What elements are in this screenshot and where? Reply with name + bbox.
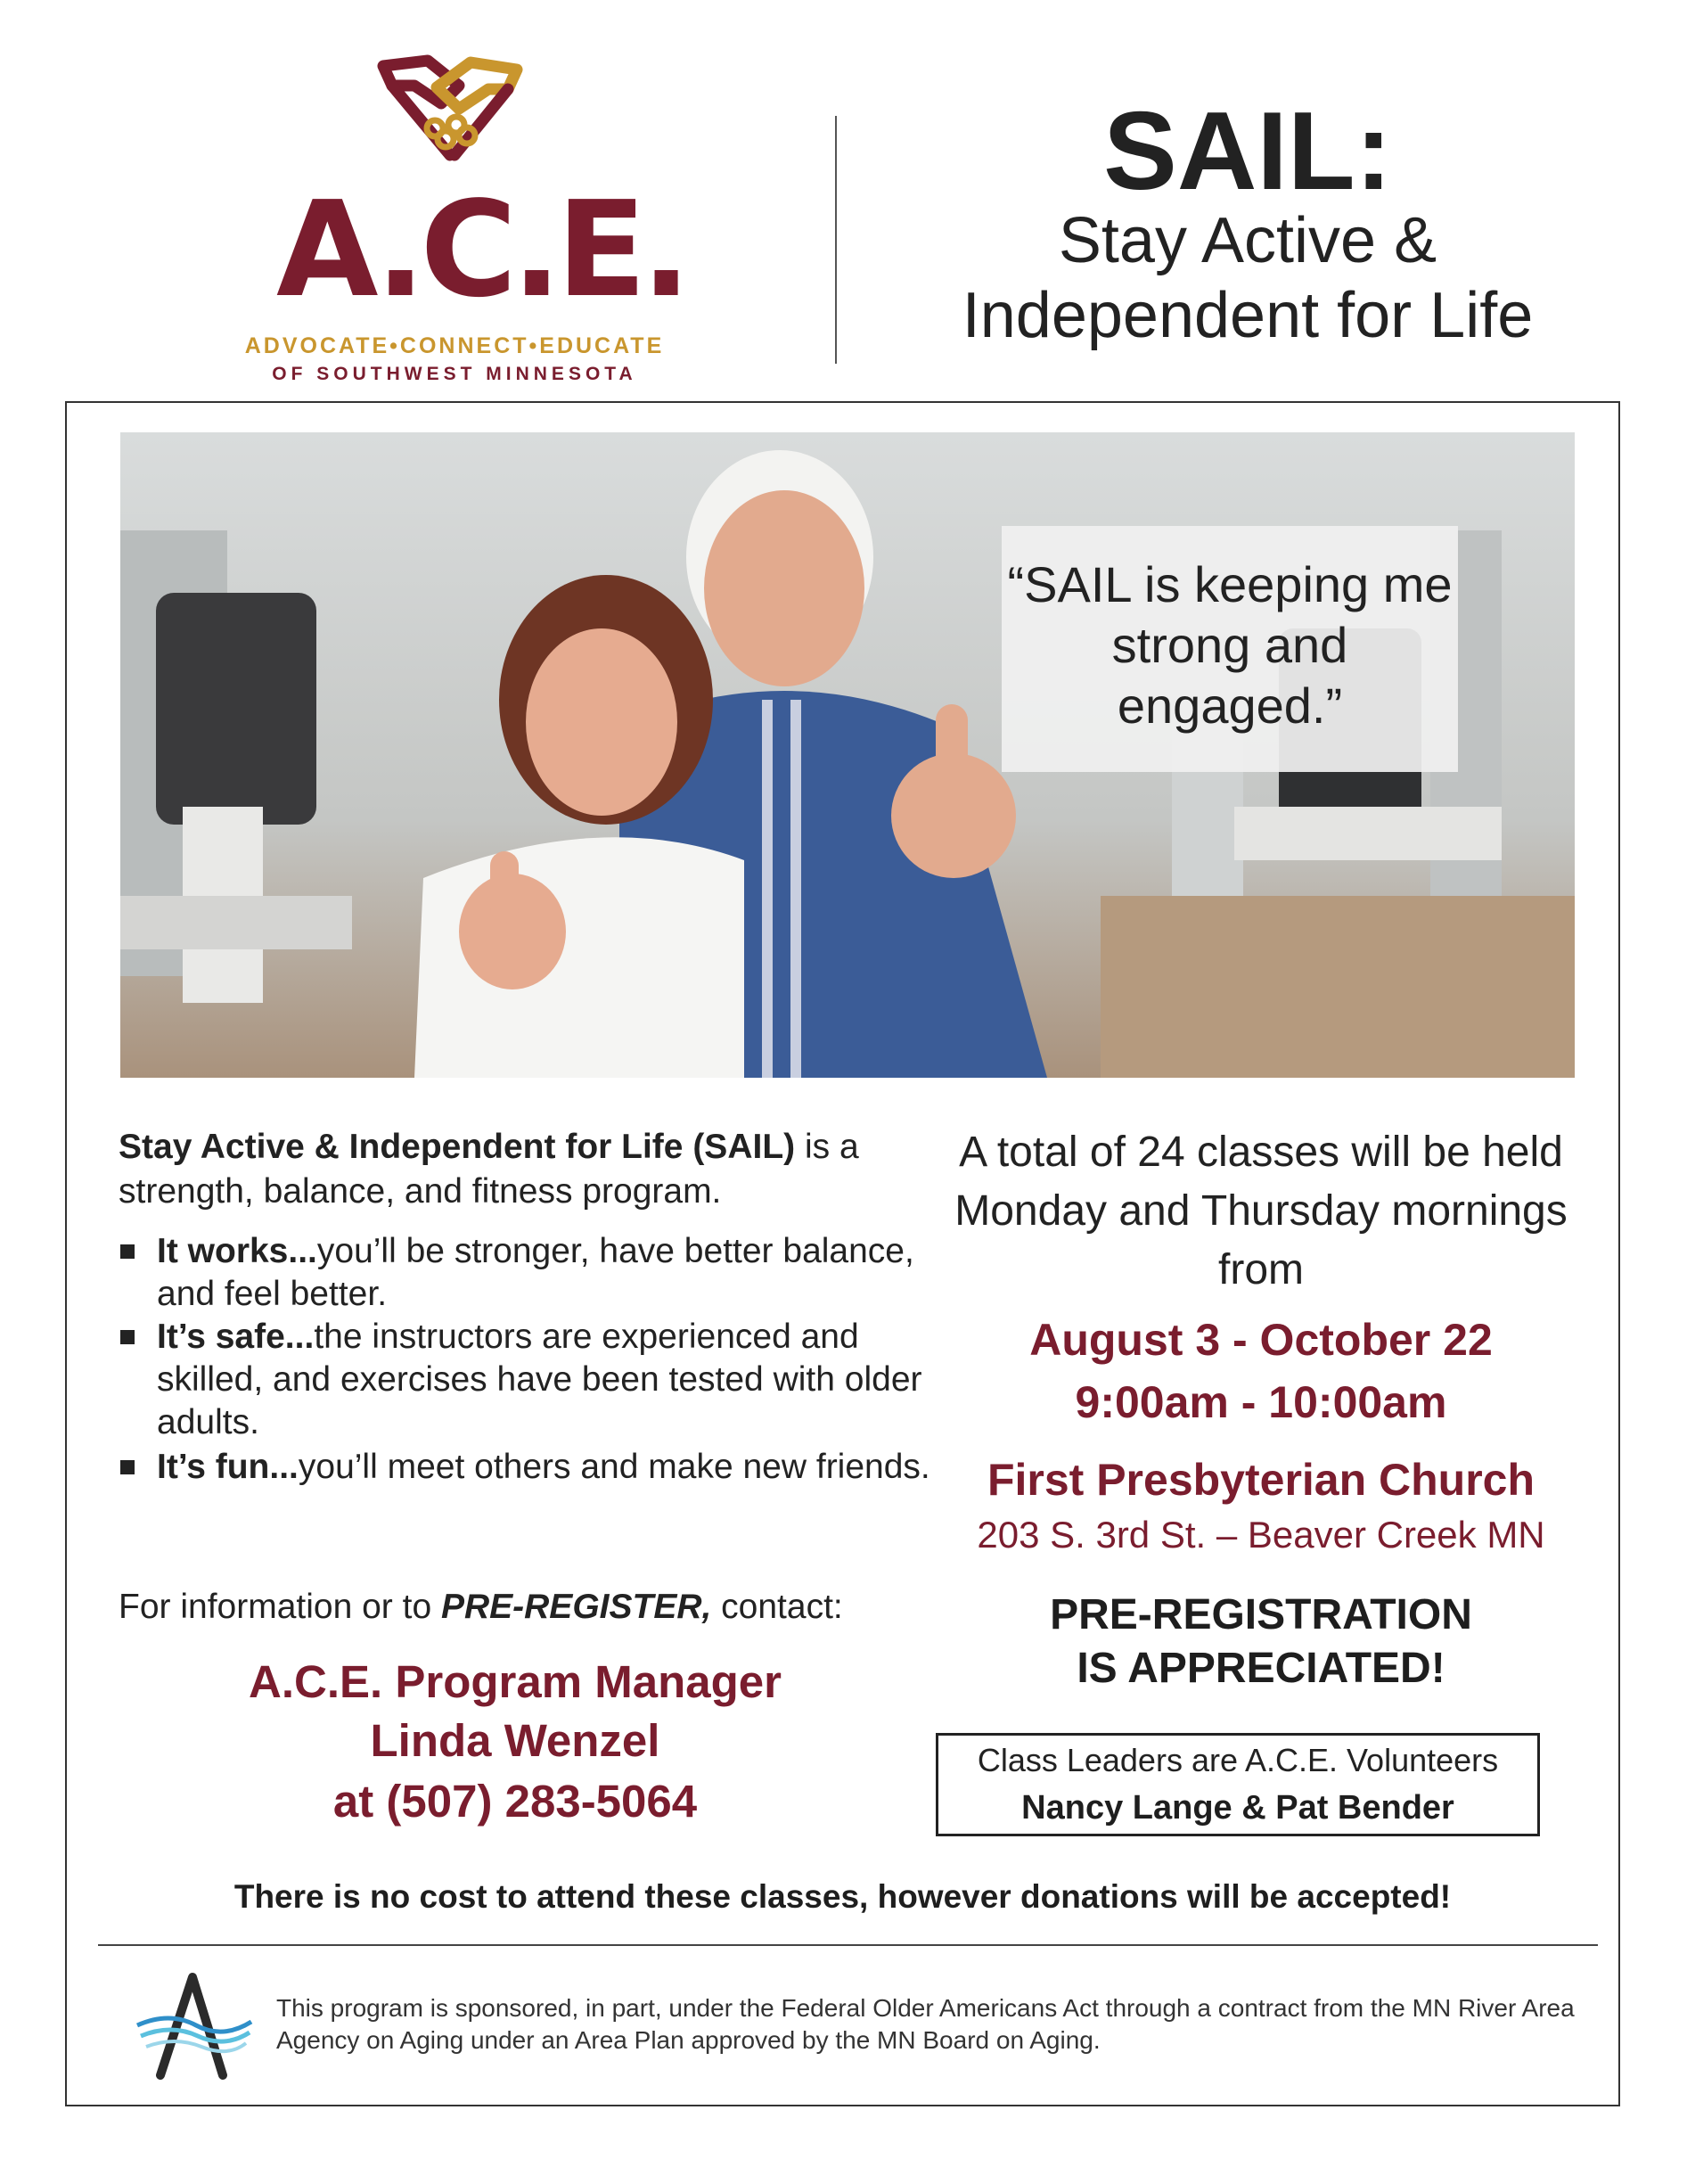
sponsor-statement: This program is sponsored, in part, under the Federal Older Americans Act through a contract from the MN River Area Agency on Aging under an Area Plan approved by the MN Board on Aging.	[276, 1994, 1575, 2054]
bullet-text: you’ll be stronger, have better balance, and feel better.	[157, 1232, 914, 1313]
venue-name: First Presbyterian Church	[987, 1455, 1535, 1505]
page-title: SAIL:	[1103, 90, 1392, 213]
info-line	[119, 1585, 921, 1630]
schedule-summary: A total of 24 classes will be held Monday and Thursday mornings from	[954, 1129, 1568, 1293]
cost-note: There is no cost to attend these classes, however donations will be accepted!	[233, 1878, 1452, 1915]
venue-address: 203 S. 3rd St. – Beaver Creek MN	[977, 1514, 1545, 1556]
bullet-square-icon	[120, 1244, 135, 1259]
bullet-text: you’ll meet others and make new friends.	[298, 1448, 930, 1486]
preregister-emphasis: PRE-REGISTER,	[440, 1588, 712, 1626]
page-subtitle-line2: Independent for Life	[962, 280, 1534, 351]
program-description: is a strength, balance, and fitness program.	[119, 1128, 859, 1211]
area-agency-logo-icon	[134, 1970, 255, 2081]
schedule-dates: August 3 - October 22	[1029, 1315, 1493, 1365]
page-subtitle-line1: Stay Active &	[1058, 205, 1437, 276]
handshake-heart-icon	[374, 50, 526, 175]
program-name: Stay Active & Independent for Life (SAIL)	[119, 1128, 796, 1166]
bullet-text: the instructors are experienced and skilled, and exercises have been tested with older adults.	[157, 1318, 922, 1441]
prereg-line1: PRE-REGISTRATION	[1050, 1591, 1472, 1638]
bullet-square-icon	[120, 1460, 135, 1474]
leaders-label: Class Leaders are A.C.E. Volunteers	[977, 1742, 1499, 1778]
bullet-lead: It’s safe...	[157, 1318, 315, 1356]
bullet-square-icon	[120, 1330, 135, 1344]
ace-logo-wordmark: A.C.E.	[276, 173, 686, 326]
leaders-names: Nancy Lange & Pat Bender	[1021, 1789, 1454, 1827]
contact-phone[interactable]: at (507) 283-5064	[332, 1776, 698, 1827]
info-prefix: For information or to	[119, 1588, 441, 1626]
schedule-times: 9:00am - 10:00am	[1075, 1377, 1447, 1427]
header-divider	[835, 116, 837, 364]
footer-divider	[98, 1944, 1598, 1946]
program-intro	[119, 1125, 903, 1214]
info-suffix: contact:	[711, 1588, 843, 1626]
logo-tagline: ADVOCATE•CONNECT•EDUCATE	[244, 333, 665, 358]
prereg-line2: IS APPRECIATED!	[1077, 1645, 1445, 1692]
bullet-lead: It’s fun...	[157, 1448, 299, 1486]
logo-region: OF SOUTHWEST MINNESOTA	[272, 364, 637, 384]
testimonial-quote: “SAIL is keeping me strong and engaged.”	[1007, 556, 1453, 734]
bullet-lead: It works...	[157, 1232, 317, 1270]
contact-name: Linda Wenzel	[370, 1715, 660, 1766]
contact-role: A.C.E. Program Manager	[249, 1656, 782, 1707]
